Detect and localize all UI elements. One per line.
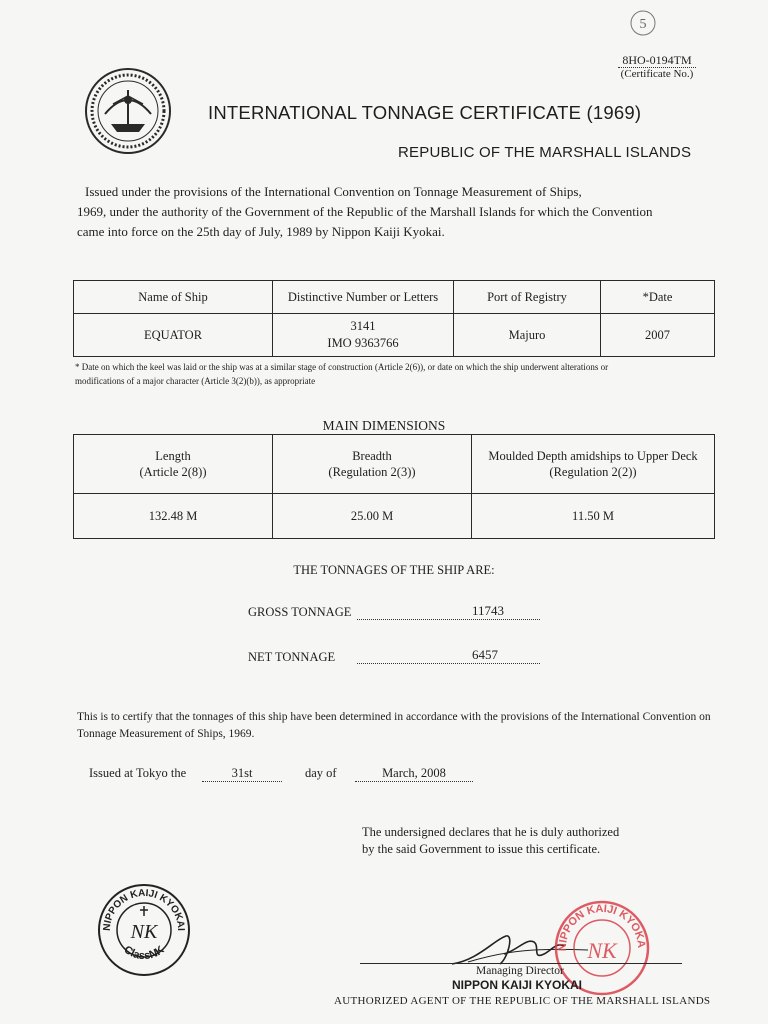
authorized-agent-line: AUTHORIZED AGENT OF THE REPUBLIC OF THE MARSHALL ISLANDS (334, 995, 711, 1007)
declaration-block (362, 824, 619, 858)
intro-line: 1969, under the authority of the Government of the Republic of the Marshall Islands for which the Convention (77, 204, 653, 219)
main-dimensions-table (73, 434, 715, 539)
depth-value: 11.50 M (472, 494, 715, 539)
intro-paragraph (77, 182, 717, 242)
certify-line: Tonnage Measurement of Ships, 1969. (77, 728, 255, 740)
nk-seal-text: NIPPON KAIJI KYOKAI (101, 887, 187, 932)
header-date: *Date (601, 281, 715, 314)
intro-line: Issued under the provisions of the International Convention on Tonnage Measurement of Ships, (85, 184, 582, 199)
signature-line (360, 963, 682, 964)
header-port-of-registry: Port of Registry (454, 281, 601, 314)
ship-name: EQUATOR (74, 314, 273, 357)
certification-paragraph (77, 709, 717, 743)
header-depth (472, 435, 715, 494)
page-number-text: 5 (639, 17, 647, 32)
distinctive-number-cell (273, 314, 454, 357)
header-name-of-ship: Name of Ship (74, 281, 273, 314)
certificate-number: 8HO-0194TM (618, 53, 695, 68)
certificate-subtitle: REPUBLIC OF THE MARSHALL ISLANDS (398, 144, 692, 161)
gross-tonnage-value: 11743 (472, 603, 505, 618)
ship-particulars-table (73, 280, 715, 357)
port-of-registry: Majuro (454, 314, 601, 357)
red-stamp-monogram: NK (587, 938, 617, 963)
marshall-islands-seal-icon (83, 66, 173, 156)
declaration-line: by the said Government to issue this certificate. (362, 842, 601, 856)
imo-number: IMO 9363766 (327, 336, 399, 350)
nk-monogram: NK (130, 921, 158, 943)
breadth-label: Breadth (352, 449, 392, 463)
intro-line: came into force on the 25th day of July, 1989 by Nippon Kaiji Kyokai. (77, 224, 445, 239)
issued-day: 31st (202, 766, 282, 782)
page-number-mark (628, 8, 658, 38)
issued-month-year: March, 2008 (355, 766, 473, 782)
issued-at-label: Issued at Tokyo the (89, 766, 187, 780)
classnk-seal-icon (96, 882, 192, 978)
certify-line: This is to certify that the tonnages of this ship have been determined in accordance with the provisions of the International Convention on (77, 711, 711, 723)
table-header-row (74, 281, 715, 314)
net-tonnage-value: 6457 (472, 647, 498, 662)
signatory-title: Managing Director (476, 965, 564, 977)
depth-label: Moulded Depth amidships to Upper Deck (488, 449, 698, 463)
main-dimensions-heading: MAIN DIMENSIONS (322, 418, 446, 433)
table-header-row (74, 435, 715, 494)
depth-reference: (Regulation 2(2)) (549, 465, 637, 479)
gross-tonnage-label: GROSS TONNAGE (248, 605, 352, 619)
header-breadth (273, 435, 472, 494)
net-tonnage-field (357, 647, 540, 664)
nk-seal-bottom-text: ClassNK (121, 943, 167, 963)
header-length (74, 435, 273, 494)
tonnages-heading: THE TONNAGES OF THE SHIP ARE: (293, 563, 495, 577)
length-reference: (Article 2(8)) (139, 465, 207, 479)
net-tonnage-label: NET TONNAGE (248, 650, 336, 664)
length-value: 132.48 M (74, 494, 273, 539)
header-distinctive-number: Distinctive Number or Letters (273, 281, 454, 314)
breadth-reference: (Regulation 2(3)) (328, 465, 416, 479)
table-row (74, 494, 715, 539)
certificate-title: INTERNATIONAL TONNAGE CERTIFICATE (1969) (208, 102, 642, 123)
gross-tonnage-field (357, 603, 540, 620)
certificate-number-caption: (Certificate No.) (620, 68, 694, 80)
footnote-line: modifications of a major character (Article 3(2)(b)), as appropriate (75, 376, 316, 386)
length-label: Length (155, 449, 191, 463)
day-of-label: day of (305, 766, 337, 780)
breadth-value: 25.00 M (273, 494, 472, 539)
ship-date: 2007 (601, 314, 715, 357)
footnote-line: * Date on which the keel was laid or the ship was at a similar stage of construction (Article 2(6)), or date on which the ship underwent alterations or (75, 362, 609, 372)
signatory-organization: NIPPON KAIJI KYOKAI (452, 978, 583, 992)
table-row (74, 314, 715, 357)
date-footnote (75, 360, 695, 388)
red-stamp-text: NIPPON KAIJI KYOKA (556, 902, 648, 952)
declaration-line: The undersigned declares that he is duly authorized (362, 825, 620, 839)
certificate-number-block (612, 53, 702, 81)
distinctive-number: 3141 (350, 319, 376, 333)
